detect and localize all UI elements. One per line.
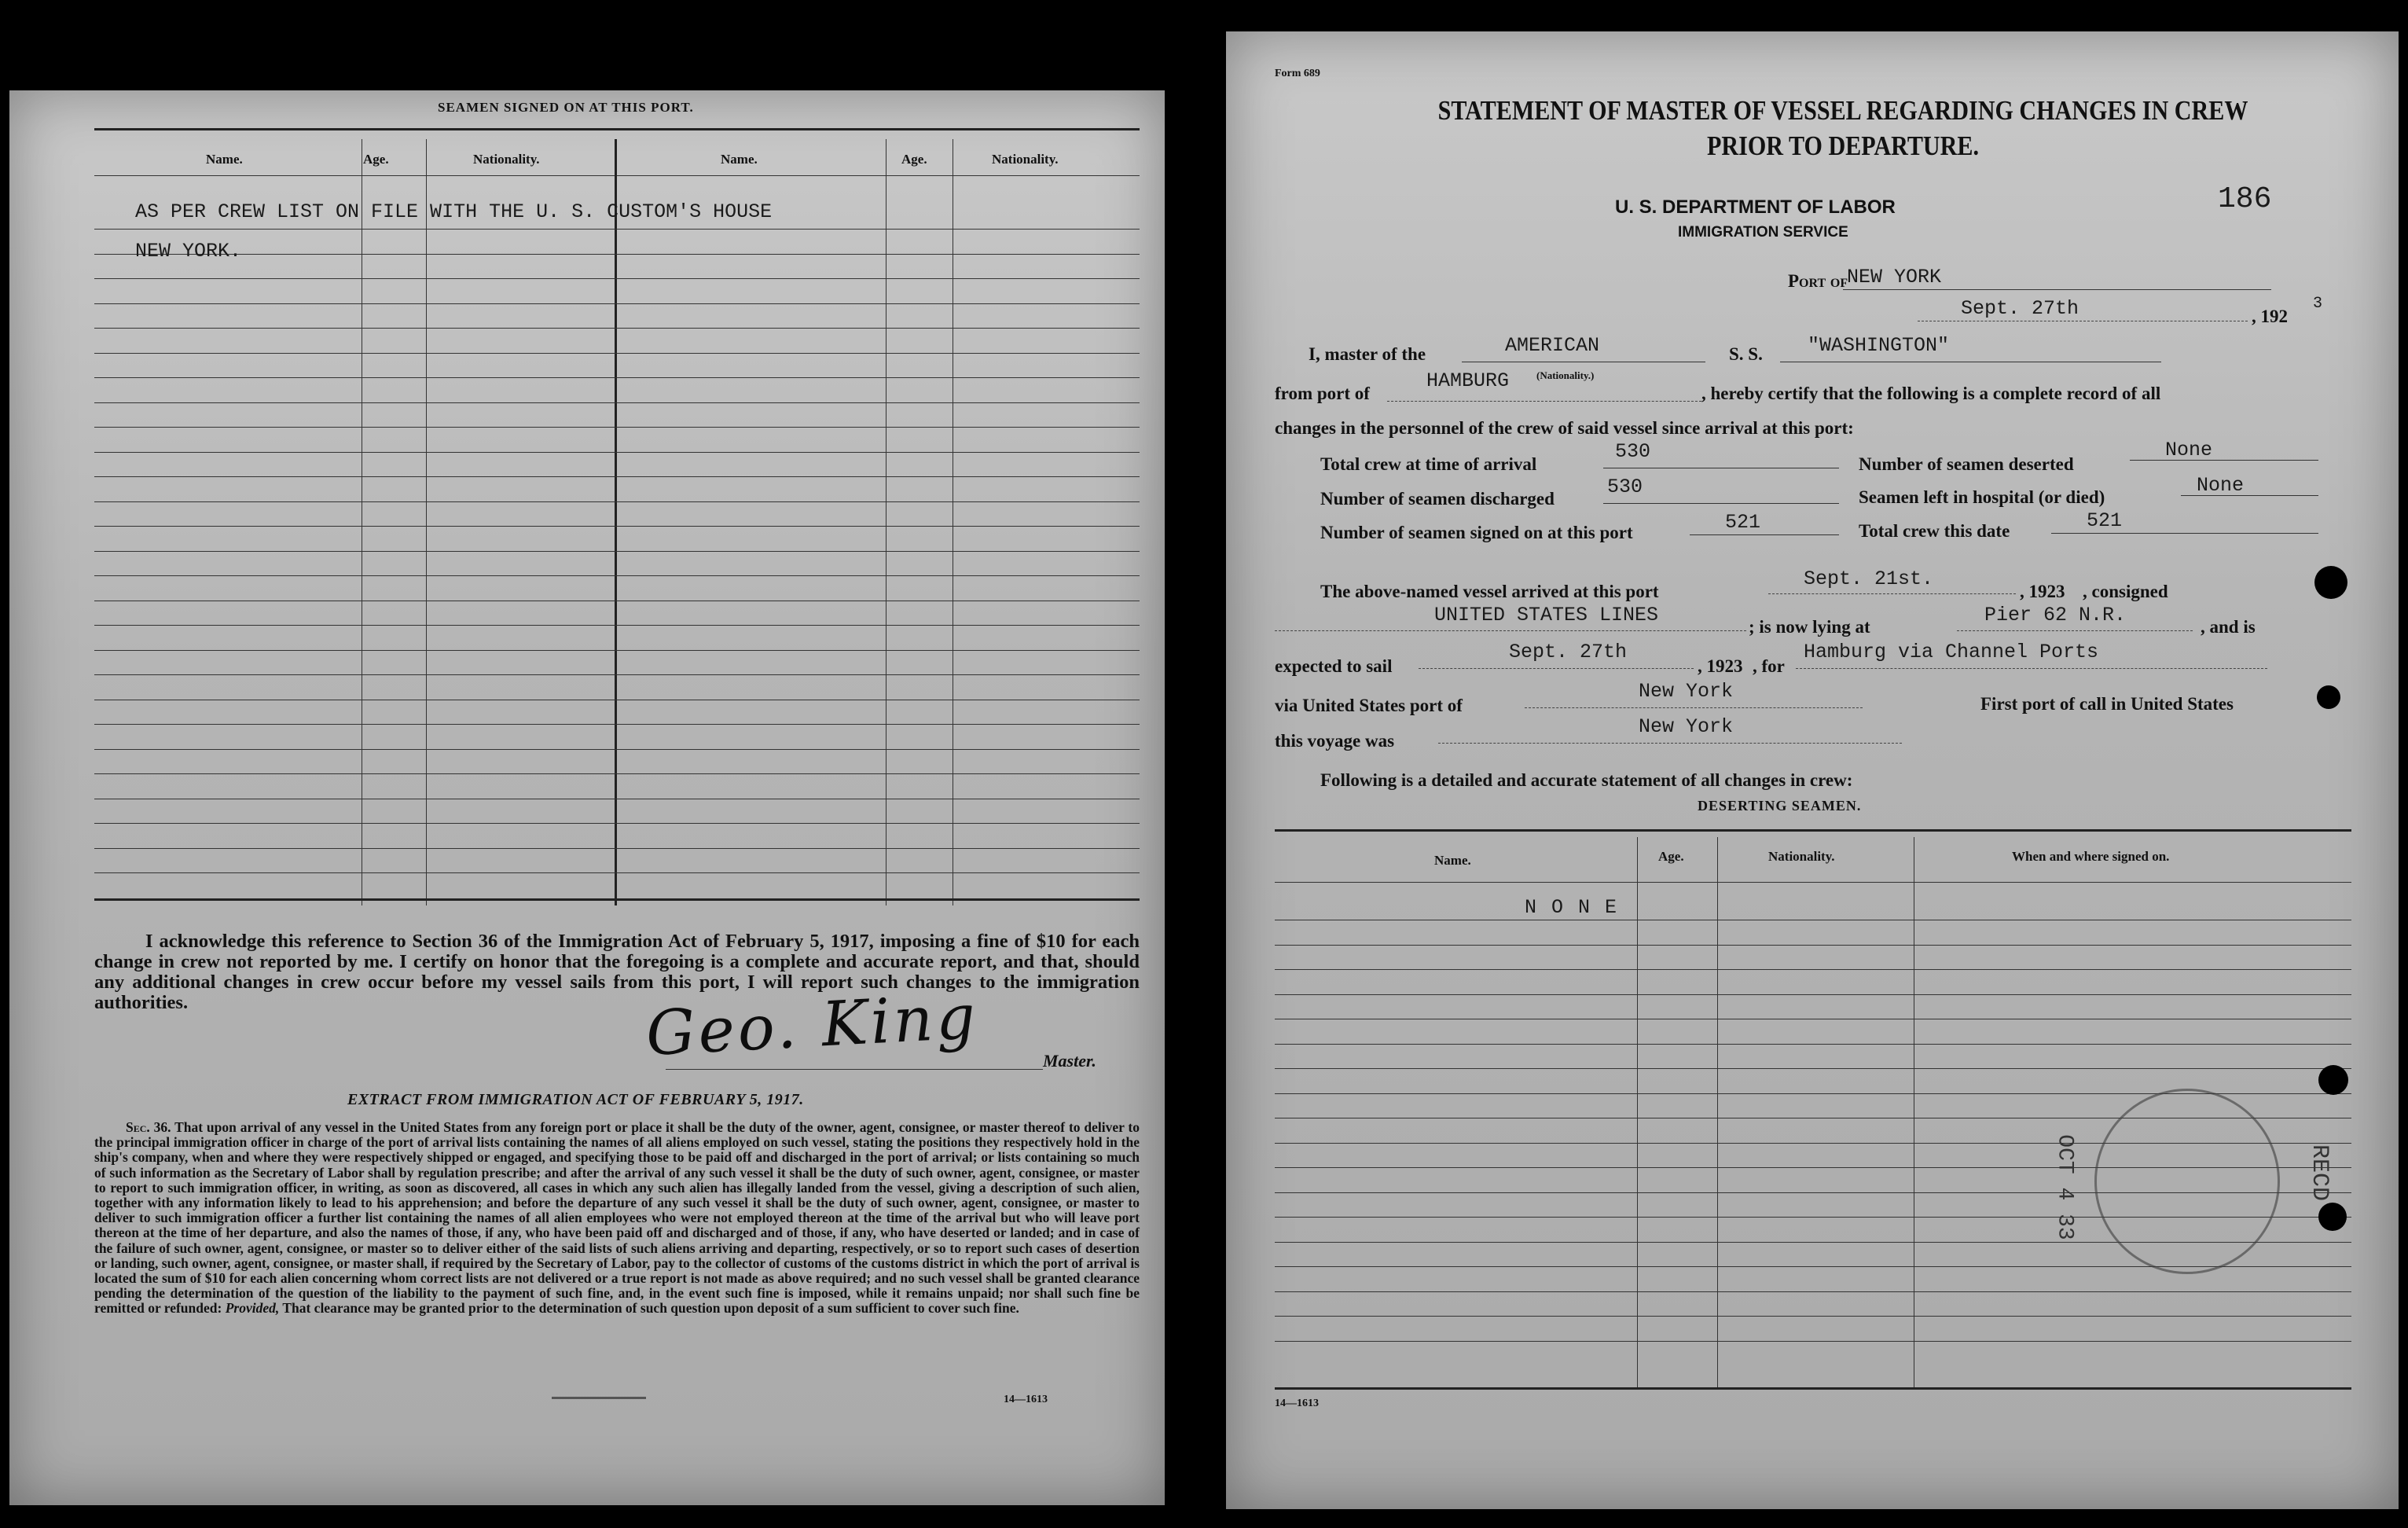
receipt-stamp [2094, 1089, 2280, 1274]
nationality-value: AMERICAN [1505, 334, 1600, 357]
sail-date-line [1419, 668, 1694, 669]
date-value: Sept. 27th [1961, 297, 2079, 320]
ruled-line [94, 749, 1140, 750]
deserted-line [2130, 460, 2318, 461]
lying-label: ; is now lying at [1749, 617, 1870, 637]
ruled-line [94, 773, 1140, 774]
year-digit: 3 [2313, 295, 2323, 313]
port-of-label: Port of [1788, 271, 1848, 291]
via-line [1525, 707, 1863, 708]
year-label: , 192 [2252, 307, 2288, 326]
hospital-value: None [2197, 474, 2245, 497]
col-header-age-1: Age. [363, 152, 389, 167]
deserted-value: None [2165, 439, 2213, 461]
expected-label: expected to sail [1275, 656, 1393, 676]
desert-table-bottom [1275, 1387, 2351, 1390]
punch-hole [2317, 685, 2340, 709]
discharged-line [1603, 503, 1839, 504]
discharged-label: Number of seamen discharged [1320, 489, 1555, 509]
desert-col-age: Age. [1658, 849, 1684, 864]
via-port-value: New York [1639, 680, 1734, 703]
extract-text: That upon arrival of any vessel in the United States from any foreign port or place it shall be the duty of the owner, agent, consignee, or master thereof to deliver to the principal immigration officer in charge of the port of arrival lists containing the names of all aliens employed on such vessel, stating the positions they respectively hold in the ship's company, when and where they were respectively shipped or engaged, and specifying those to be paid off and discharged in the port of arrival; or lists containing so much of such information as the Secretary of Labor shall by regulation prescribe; and after the arrival of any such vessel it shall be the duty of such owner, agent, consignee, or master to report to such immigration officer, in writing, as soon as discovered, all cases in which any such alien has illegally landed from the vessel, giving a description of such alien, together with any information likely to lead to his apprehension; and before the departure of any such vessel it shall be the duty of such owner, agent, consignee, or master to deliver to such immigration officer a further list containing the names of all alien employees who were not employed thereon at the time of the arrival but who will leave port thereon at the time of her departure, and also the names of those, if any, who have been paid off and discharged and of those, if any, who have deserted or landed; and in case of the failure of such owner, agent, consignee, or master so to deliver either of the said lists of such aliens arriving and departing, respectively, or so to report such cases of desertion or landing, such owner, agent, consignee, or master shall, if required by the Secretary of Labor, pay to the collector of customs of the customs district in which the port of arrival is located the sum of $10 for each alien concerning whom correct lists are not delivered or a true report is not made as above required; and no such vessel shall be granted clearance pending the determination of the question of the liability to the payment of such fine, and, in the event such fine is imposed, while it remains unpaid; nor shall such fine be remitted or refunded: [94, 1119, 1140, 1317]
port-line [1843, 289, 2271, 290]
master-of-label: I, master of the [1309, 344, 1426, 364]
sec-label: Sec. 36. [126, 1119, 171, 1135]
ss-label: S. S. [1729, 344, 1763, 364]
ruled-line [94, 377, 1140, 378]
ruled-line [94, 650, 1140, 651]
ruled-line [94, 526, 1140, 527]
discharged-value: 530 [1607, 476, 1643, 498]
extract-title: EXTRACT FROM IMMIGRATION ACT OF FEBRUARY 5, 1917. [347, 1091, 804, 1108]
certify-text: , hereby certify that the following is a complete record of all [1701, 384, 2161, 403]
ruled-line [94, 452, 1140, 453]
col-header-name-2: Name. [721, 152, 758, 167]
ruled-line [94, 303, 1140, 304]
stamp-recd: RECD [2306, 1144, 2333, 1202]
ruled-line [94, 674, 1140, 675]
first-port-line [1438, 743, 1902, 744]
deserted-label: Number of seamen deserted [1859, 454, 2074, 474]
total-crew-arrival-value: 530 [1615, 440, 1651, 463]
hospital-label: Seamen left in hospital (or died) [1859, 487, 2105, 507]
consignee-line [1275, 630, 1746, 631]
ruled-line [94, 328, 1140, 329]
stamp-date: OCT 4 33 [2052, 1134, 2077, 1240]
via-label: via United States port of [1275, 696, 1463, 715]
document-title [1414, 93, 2272, 163]
punch-hole [2314, 566, 2347, 599]
total-crew-arrival-label: Total crew at time of arrival [1320, 454, 1537, 474]
ship-name: "WASHINGTON" [1808, 334, 1950, 357]
desert-col-signed-on: When and where signed on. [2012, 849, 2170, 864]
desert-col-name: Name. [1434, 853, 1471, 868]
total-crew-date-line [2051, 533, 2318, 534]
total-crew-date-label: Total crew this date [1859, 521, 2010, 541]
desert-header-rule [1275, 882, 2351, 883]
master-label: Master. [1043, 1051, 1096, 1071]
title-line-1: STATEMENT OF MASTER OF VESSEL REGARDING CHANGES IN CREW [1437, 95, 2248, 126]
lying-at-value: Pier 62 N.R. [1984, 604, 2127, 626]
extract-body [94, 1120, 1140, 1317]
department-label: U. S. DEPARTMENT OF LABOR [1615, 197, 1896, 218]
ruled-line [1275, 1291, 2351, 1292]
nationality-caption: (Nationality.) [1536, 369, 1595, 381]
from-port-value: HAMBURG [1426, 369, 1510, 392]
from-port-label: from port of [1275, 384, 1370, 403]
ruled-line [1275, 1316, 2351, 1317]
consignee-value: UNITED STATES LINES [1434, 604, 1659, 626]
signed-on-line [1690, 534, 1839, 535]
ruled-line [94, 427, 1140, 428]
right-form-number: 14—1613 [1275, 1398, 1319, 1409]
ruled-line [94, 476, 1140, 477]
destination-line [1796, 668, 2267, 669]
form-label: Form 689 [1275, 68, 1320, 79]
signed-on-value: 521 [1725, 511, 1761, 534]
punch-hole [2318, 1203, 2347, 1231]
arrived-label: The above-named vessel arrived at this port [1320, 582, 1659, 601]
service-label: IMMIGRATION SERVICE [1678, 224, 1848, 241]
ruled-line [94, 724, 1140, 725]
title-line-2: PRIOR TO DEPARTURE. [1707, 130, 1979, 161]
left-page [9, 90, 1165, 1505]
sail-year: , 1923 [1698, 656, 1743, 676]
extract-end: That clearance may be granted prior to the determination of such question upon deposit of a sum sufficient to cover such fine. [282, 1300, 1019, 1317]
following-text: Following is a detailed and accurate statement of all changes in crew: [1320, 770, 1853, 790]
col-header-nationality-1: Nationality. [473, 152, 540, 167]
header-bottom-rule [94, 175, 1140, 176]
deserting-heading: DESERTING SEAMEN. [1698, 798, 1862, 814]
voyage-label: this voyage was [1275, 731, 1395, 751]
total-crew-date-value: 521 [2087, 509, 2123, 532]
col-header-name-1: Name. [206, 152, 243, 167]
from-port-line [1387, 401, 1701, 402]
desert-col-nationality: Nationality. [1768, 849, 1835, 864]
ruled-line [94, 551, 1140, 552]
punch-hole [2318, 1065, 2348, 1095]
ruled-line [94, 501, 1140, 502]
master-signature: Geo. King [644, 981, 981, 1071]
lying-line [1957, 630, 2193, 631]
printer-mark [552, 1397, 646, 1399]
seamen-signed-caption: SEAMEN SIGNED ON AT THIS PORT. [438, 100, 694, 115]
first-port-label: First port of call in United States [1980, 694, 2234, 714]
document-number: 186 [2218, 182, 2272, 216]
ruled-line [94, 823, 1140, 824]
destination-value: Hamburg via Channel Ports [1804, 641, 2099, 663]
ruled-line [94, 872, 1140, 873]
arrived-line [1768, 593, 2016, 594]
table-bottom-rule [94, 898, 1140, 901]
ruled-line [94, 402, 1140, 403]
ruled-line [1275, 1044, 2351, 1045]
none-entry: N O N E [1525, 896, 1619, 919]
desert-table-top [1275, 829, 2351, 832]
arrived-year: , 1923 [2020, 582, 2065, 601]
provided-label: Provided, [225, 1300, 280, 1317]
ruled-line [1275, 994, 2351, 995]
changes-text: changes in the personnel of the crew of said vessel since arrival at this port: [1275, 418, 1854, 438]
ruled-line [94, 229, 1140, 230]
table-top-rule [94, 128, 1140, 130]
ruled-line [1275, 969, 2351, 970]
ruled-line [94, 625, 1140, 626]
signature-line [666, 1069, 1043, 1070]
ruled-line [1275, 945, 2351, 946]
ruled-line [94, 278, 1140, 279]
right-page [1226, 31, 2399, 1509]
consigned-label: , consigned [2083, 582, 2168, 601]
for-label: , for [1753, 656, 1785, 676]
ruled-line [1275, 1068, 2351, 1069]
first-port-value: New York [1639, 715, 1734, 738]
port-of-value: NEW YORK [1847, 266, 1942, 288]
col-header-age-2: Age. [901, 152, 927, 167]
signed-on-label: Number of seamen signed on at this port [1320, 523, 1633, 542]
hospital-line [2181, 495, 2318, 496]
typed-crew-list-line: AS PER CREW LIST ON FILE WITH THE U. S. CUSTOM'S HOUSE [135, 200, 773, 223]
col-header-nationality-2: Nationality. [992, 152, 1059, 167]
ruled-line [94, 848, 1140, 849]
typed-new-york-line: NEW YORK. [135, 240, 242, 263]
acknowledgement-paragraph: I acknowledge this reference to Section 36 of the Immigration Act of February 5, 1917, imposing a fine of $10 for each change in crew not reported by me. I certify on honor that the foregoing is a complete and accurate report, and that, should any additional changes in crew occur before my vessel sails from this port, I will report such changes to the immigration authorities. [94, 931, 1140, 1013]
ruled-line [94, 575, 1140, 576]
ruled-line [94, 254, 1140, 255]
ruled-line [94, 353, 1140, 354]
sail-date: Sept. 27th [1509, 641, 1628, 663]
and-is-label: , and is [2201, 617, 2256, 637]
ruled-line [1275, 1341, 2351, 1342]
arrived-date: Sept. 21st. [1804, 567, 1934, 590]
left-form-number: 14—1613 [1004, 1394, 1048, 1405]
